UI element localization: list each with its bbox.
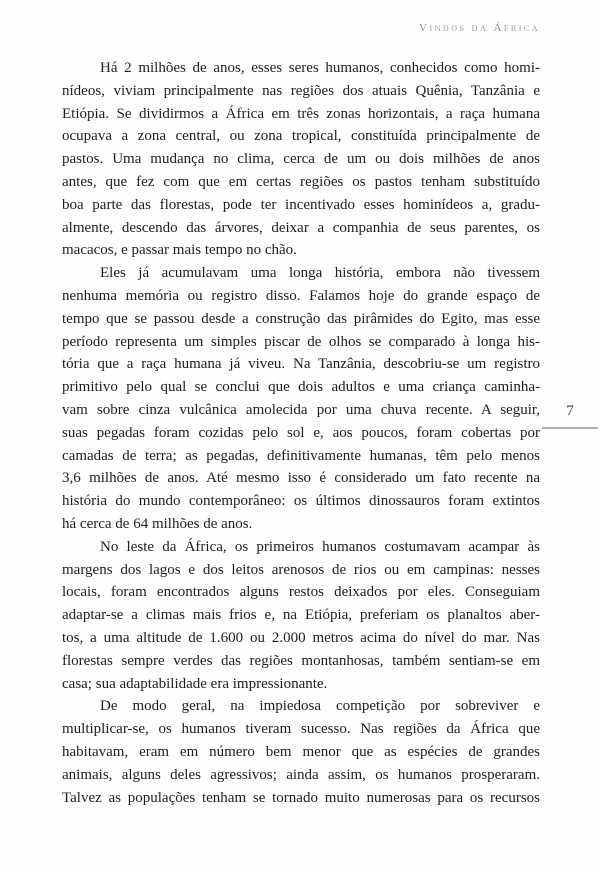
text-line: tos, a uma altitude de 1.600 ou 2.000 metros acima do nível do mar. Nas	[62, 629, 540, 646]
text-line: suas pegadas foram cozidas pelo sol e, aos poucos, foram cobertas por	[62, 424, 540, 441]
paragraph	[62, 536, 540, 696]
text-line: florestas sempre verdes das regiões montanhosas, também sentiam-se em	[62, 652, 540, 669]
text-line: locais, foram encontrados alguns restos deixados por eles. Conseguiam	[62, 584, 540, 601]
text-line: nídeos, viviam principalmente nas regiões dos atuais Quênia, Tanzânia e	[62, 82, 540, 99]
page-body-text	[62, 57, 540, 809]
folio-rule	[542, 427, 598, 429]
text-line: boa parte das florestas, pode ter incentivado esses hominídeos a, gradu-	[62, 196, 540, 213]
text-line: De modo geral, na impiedosa competição por sobreviver e	[100, 698, 540, 715]
text-line: macacos, e passar mais tempo no chão.	[62, 242, 297, 259]
text-line: habitavam, eram em número bem menor que as espécies de grandes	[62, 743, 540, 760]
paragraph	[62, 57, 540, 262]
running-header: Vindos da África	[419, 22, 540, 34]
paragraph	[62, 695, 540, 809]
text-line: antes, que fez com que em certas regiões os pastos tenham substituído	[62, 173, 540, 190]
text-line: Etiópia. Se dividirmos a África em três zonas horizontais, a raça humana	[62, 105, 540, 122]
paragraph	[62, 262, 540, 536]
text-line: Há 2 milhões de anos, esses seres humanos, conhecidos como homi-	[100, 60, 540, 76]
text-line: história do mundo contemporâneo: os últimos dinossauros foram extintos	[62, 493, 540, 510]
text-line: período representa um simples piscar de olhos se comparado à longa his-	[62, 333, 540, 350]
text-line: ocupava a zona central, ou zona tropical, constituída principalmente de	[62, 128, 540, 145]
text-line: nenhuma memória ou registro disso. Falamos hoje do grande espaço de	[62, 287, 540, 304]
text-line: pastos. Uma mudança no clima, cerca de um ou dois milhões de anos	[62, 151, 540, 168]
text-line: adaptar-se a climas mais frios e, na Etiópia, preferiam os planaltos aber-	[62, 607, 540, 624]
text-line: casa; sua adaptabilidade era impressionante.	[62, 675, 328, 692]
text-line: há cerca de 64 milhões de anos.	[62, 515, 253, 532]
text-line: almente, descendo das árvores, deixar a companhia de seus parentes, os	[62, 219, 540, 236]
text-line: multiplicar-se, os humanos tiveram sucesso. Nas regiões da África que	[62, 721, 540, 738]
text-line: vam sobre cinza vulcânica amolecida por uma chuva recente. A seguir,	[62, 401, 540, 418]
text-line: tempo que se passou desde a construção das pirâmides do Egito, mas esse	[62, 310, 540, 327]
text-line: No leste da África, os primeiros humanos costumavam acampar às	[100, 538, 540, 555]
text-line: tória que a raça humana já viveu. Na Tanzânia, descobriu-se um registro	[62, 356, 540, 373]
text-line: Talvez as populações tenham se tornado muito numerosas para os recursos	[62, 789, 540, 806]
text-line: animais, alguns deles agressivos; ainda assim, os humanos prosperaram.	[62, 766, 540, 783]
text-line: margens dos lagos e dos leitos arenosos de rios ou em campinas: nesses	[62, 561, 540, 578]
text-line: 3,6 milhões de anos. Até mesmo isso é considerado um fato recente na	[62, 470, 540, 487]
page-number: 7	[566, 403, 574, 419]
text-line: camadas de terra; as pegadas, definitivamente humanas, têm pelo menos	[62, 447, 540, 464]
text-line: Eles já acumulavam uma longa história, embora não tivessem	[100, 265, 540, 282]
text-line: primitivo pelo qual se conclui que dois adultos e uma criança caminha-	[62, 379, 540, 396]
